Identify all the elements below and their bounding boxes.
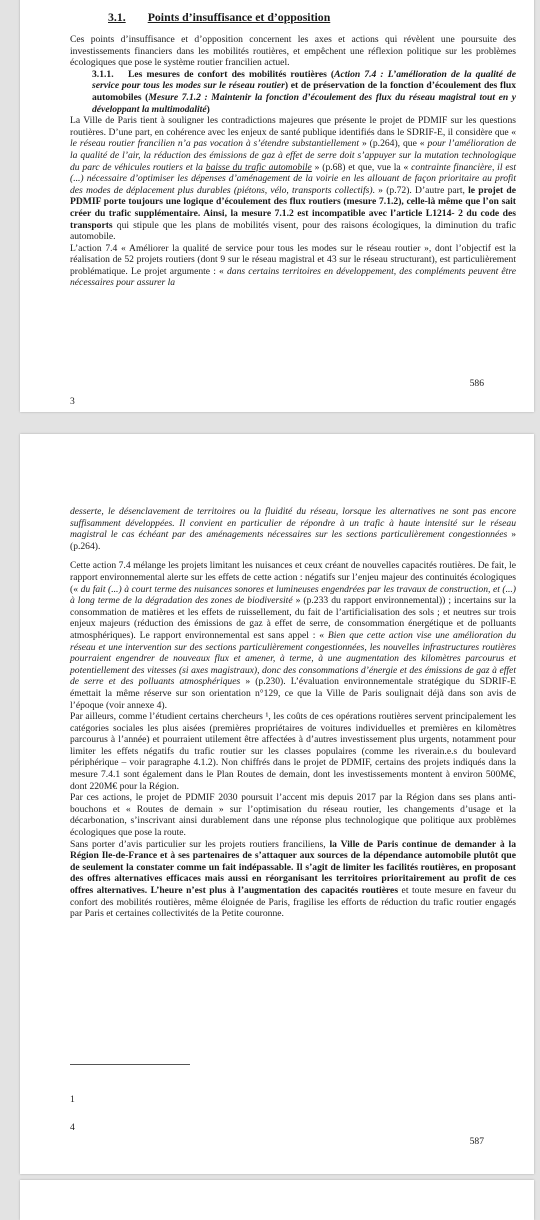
paragraph-pdmif-2030: Par ces actions, le projet de PDMIF 2030 poursuit l’accent mis depuis 2017 par la Région dans ses plans anti-bouchons et « Routes de demain » sur l’optimisation du réseau routier, les changements d’usage et la décarbonation, s’inscrivant ainsi durablement dans une réponse plus technologique que politique aux problèmes écologiques que pose la route.	[70, 792, 516, 839]
footnote-marker: 1	[70, 1094, 75, 1105]
footnote-separator	[70, 1064, 190, 1065]
page-number: 587	[469, 1136, 484, 1147]
page-number: 586	[469, 378, 484, 389]
paragraph-action-impacts: Cette action 7.4 mélange les projets limitant les nuisances et ceux créant de nouvelles capacités routières. De fait, le rapport environnemental alerte sur les effets de cette action : négatifs sur l’enjeu majeur des continuités écologiques (« du fait (...) à court terme des nuisances sonores et lumineuses engendrées par les travaux de construction, et (...) à long terme de la dégradation des zones de biodiversité » (p.233 du rapport environnemental)) ; incertains sur la consommation de matières et les effets de ruissellement, du fait de l’artificialisation des sols ; et neutres sur trois enjeux majeurs (réduction des émissions de gaz à effet de serre, de consommation énergétique et de polluants atmosphériques). Le rapport environnemental est sans appel : « Bien que cette action vise une amélioration du réseau et une intervention sur des sections particulièrement congestionnées, les nouvelles infrastructures routières pourraient engendrer de nouveaux flux et amener, à terme, à une augmentation des kilomètres parcourus et potentiellement des vitesses (si axes magistraux), donc des consommations d’énergie et des émissions de gaz à effet de serre et des polluants atmosphériques » (p.230). L’évaluation environnementale stratégique du SDRIF-E émettait la même réserve sur son orientation n°129, ce que la Ville de Paris soulignait déjà dans son avis de l’époque (voir annexe 4).	[70, 560, 517, 711]
section-number: 3.1.	[108, 10, 126, 24]
paragraph-researchers: Par ailleurs, comme l’étudient certains chercheurs ¹, les coûts de ces opérations routières servent principalement les catégories sociales les plus aisées (premières propriétaires de voitures individuelles et premières en kilomètres parcourus à l’année) et pourraient utilement être affectées à d’autres investissement plus urgents, notamment pour limiter les effets négatifs du trafic routier sur les classes populaires (comme les riverain.e.s du boulevard périphérique – voir paragraphe 4.1.2). Non chiffrés dans le projet de PDMIF, certains des projets indiqués dans la mesure 7.4.1 sont également dans le Plan Routes de demain, dont les investissements montent à environ 500M€, dont 220M€ pour la Région.	[70, 711, 516, 792]
paragraph-ville-de-paris-demand: Sans porter d’avis particulier sur les projets routiers franciliens, la Ville de Paris continue de demander à la Région Ile-de-France et à ses partenaires de s’attaquer aux sources de la dépendance automobile plutôt que de seulement la constater comme un fait indépassable. Il s’agit de limiter les facilités routières, en proposant des offres alternatives efficaces mais aussi en réorganisant les territoires prioritairement au profit de ces offres alternatives. L’heure n’est plus à l’augmentation des capacités routières et toute mesure en faveur du confort des mobilités routières, même éloignée de Paris, fragilise les efforts de réduction du trafic routier engagés par Paris et certaines collectivités de la Petite couronne.	[70, 838, 517, 920]
page-586-body	[70, 34, 516, 289]
section-title	[108, 10, 340, 25]
document-page-587	[20, 434, 534, 1174]
document-page-next	[20, 1180, 534, 1220]
intro-paragraph: Ces points d’insuffisance et d’opposition concernent les axes et actions qui révèlent une poursuite des investissements financiers dans les mobilités routières, et empêchent une réflexion politique sur les problèmes écologiques que pose le système routier francilien actuel.	[70, 34, 516, 69]
page-587-body	[70, 506, 516, 920]
footer-note-number: 4	[70, 1122, 75, 1133]
paragraph-contradictions: La Ville de Paris tient à souligner les contradictions majeures que présente le projet de PDMIF sur les questions routières. D’une part, en cohérence avec les enjeux de santé publique identifiés dans le SDRIF-E, il considère que « le réseau routier francilien n’a pas vocation à s’étendre substantiellement » (p.264), que « pour l’amélioration de la qualité de l’air, la réduction des émissions de gaz à effet de serre doit s’appuyer sur la mutation technologique du parc de véhicules routiers et la baisse du trafic automobile » (p.68) et que, vue la « contrainte financière, il est (...) nécessaire d’optimiser les dépenses d’aménagement de la voirie en les allouant de façon prioritaire au profit des modes de déplacement plus durables (piétons, vélo, transports collectifs). » (p.72). D’autre part, le projet de PDMIF porte toujours une logique d’écoulement des flux routiers (mesure 7.1.2), celle-là même que l’on sait créer du trafic supplémentaire. Ainsi, la mesure 7.1.2 est incompatible avec l’article L1214- 2 du code des transports qui stipule que les plans de mobilités visent, pour des raisons écologiques, la diminution du trafic automobile.	[70, 115, 517, 243]
document-page-586	[20, 0, 534, 412]
quote-continuation: desserte, le désenclavement de territoires ou la fluidité du réseau, lorsque les alternatives ne sont pas encore suffisamment développées. Il convient en particulier de répondre à un trafic à haute intensité sur le réseau magistral le cas échéant par des aménagements nécessaires sur les sections particulièrement congestionnées » (p.264).	[70, 506, 516, 552]
footer-note-number: 3	[70, 396, 75, 407]
paragraph-action-7-4: L’action 7.4 « Améliorer la qualité de service pour tous les modes sur le réseau routier », dont l’objectif est la réalisation de 52 projets routiers (dont 9 sur le réseau magistral et 43 sur le réseau structurant), est particulièrement problématique. Le projet argumente : « dans certains territoires en développement, des compléments peuvent être nécessaires pour assurer la	[70, 242, 516, 289]
subsection-heading: 3.1.1. Les mesures de confort des mobilités routières (Action 7.4 : L’amélioration de la qualité de service pour tous les modes sur le réseau routier) et de préservation de la fonction d’écoulement des flux automobiles (Mesure 7.1.2 : Maintenir la fonction d’écoulement des flux du réseau magistral tout en y développant la multimodalité)	[92, 68, 516, 115]
section-title-text: Points d’insuffisance et d’opposition	[147, 10, 331, 24]
